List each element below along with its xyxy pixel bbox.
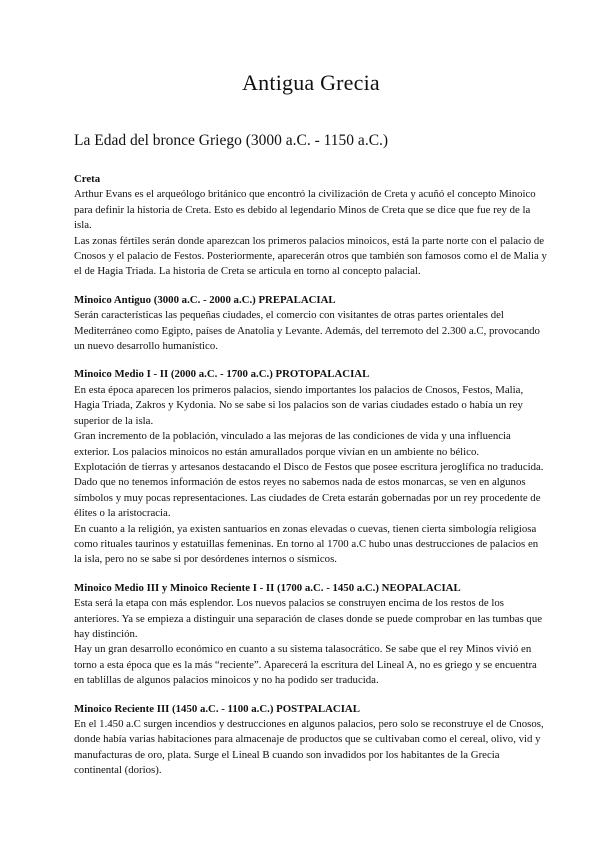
- section-creta: [74, 172, 548, 280]
- section-neopalacial: [74, 581, 548, 689]
- document-title: Antigua Grecia: [242, 70, 380, 95]
- paragraph: En el 1.450 a.C surgen incendios y destrucciones en algunos palacios, pero solo se reconstruye el de Cnosos, donde había varias habitaciones para almacenaje de productos que se cultivaban como el cereal, olivo, vid y manufacturas de oro, plata. Surge el Lineal B cuando son invadidos por los habitantes de la Grecia continental (dorios).: [74, 718, 544, 777]
- paragraph: Explotación de tierras y artesanos destacando el Disco de Festos que posee escritura jeroglífica no traducida.: [74, 460, 544, 473]
- section-postpalacial: [74, 702, 548, 779]
- section-heading: Minoico Medio III y Minoico Reciente I - II (1700 a.C. - 1450 a.C.) NEOPALACIAL: [74, 581, 461, 594]
- paragraph: Gran incremento de la población, vinculado a las mejoras de las condiciones de vida y una influencia exterior. Los palacios minoicos no están amurallados porque vivían en un ambiente no bélico.: [74, 430, 511, 458]
- section-minoico-antiguo: [74, 293, 548, 355]
- paragraph: Esta será la etapa con más esplendor. Los nuevos palacios se construyen encima de los restos de los anteriores. Ya se empieza a distinguir una separación de clases donde se puede comprobar en las tumbas que hay distinción.: [74, 597, 543, 640]
- document-subtitle: La Edad del bronce Griego (3000 a.C. - 1150 a.C.): [74, 132, 389, 149]
- section-heading: Minoico Antiguo (3000 a.C. - 2000 a.C.) PREPALACIAL: [74, 293, 336, 306]
- paragraph: En esta época aparecen los primeros palacios, siendo importantes los palacios de Cnosos, Festos, Malia, Hagia Triada, Zakros y Kydonia. No se sabe si los palacios son de varias ciudades estado o había un rey superior de la isla.: [74, 383, 524, 427]
- section-heading: Creta: [74, 173, 101, 185]
- section-heading: Minoico Medio I - II (2000 a.C. - 1700 a.C.) PROTOPALACIAL: [74, 368, 370, 381]
- paragraph: Las zonas fértiles serán donde aparezcan los primeros palacios minoicos, está la parte norte con el palacio de Cnosos y el palacio de Festos. Posteriormente, aparecerán otros que también son famosos como el de Malia y el de Hagia Triada. La historia de Creta se articula en torno al concepto palacial.: [74, 234, 547, 278]
- paragraph: En cuanto a la religión, ya existen santuarios en zonas elevadas o cuevas, tienen cierta simbología religiosa como rituales taurinos y estatuillas femeninas. En torno al 1700 a.C hubo unas destrucciones de palacios en la isla, pero no se sabe si por desórdenes internos o sísmicos.: [74, 522, 539, 566]
- paragraph: Arthur Evans es el arqueólogo británico que encontró la civilización de Creta y acuñó el concepto Minoico para definir la historia de Creta. Esto es debido al legendario Minos de Creta que se dice que fue rey de la isla.: [74, 188, 536, 232]
- paragraph: Dado que no tenemos información de estos reyes no sabemos nada de estos monarcas, se ven en algunos símbolos y muy pocas representaciones. Las ciudades de Creta estarán gobernadas por un rey procedente de élites o la aristocracia.: [74, 476, 541, 520]
- section-minoico-medio: [74, 367, 548, 567]
- paragraph: Hay un gran desarrollo económico en cuanto a su sistema talasocrático. Se sabe que el rey Minos vivió en torno a esta época que es la más “reciente”. Aparecerá la escritura del Lineal A, no es griego y se encuentra en tablillas de algunos palacios minoicos y no ha podido ser traducida.: [74, 643, 537, 687]
- section-heading: Minoico Reciente III (1450 a.C. - 1100 a.C.) POSTPALACIAL: [74, 702, 360, 715]
- paragraph: Serán características las pequeñas ciudades, el comercio con visitantes de otras partes orientales del Mediterráneo como Egipto, países de Anatolia y Levante. Además, del terremoto del 2.300 a.C, provocando un nuevo desarrollo humanístico.: [74, 309, 540, 353]
